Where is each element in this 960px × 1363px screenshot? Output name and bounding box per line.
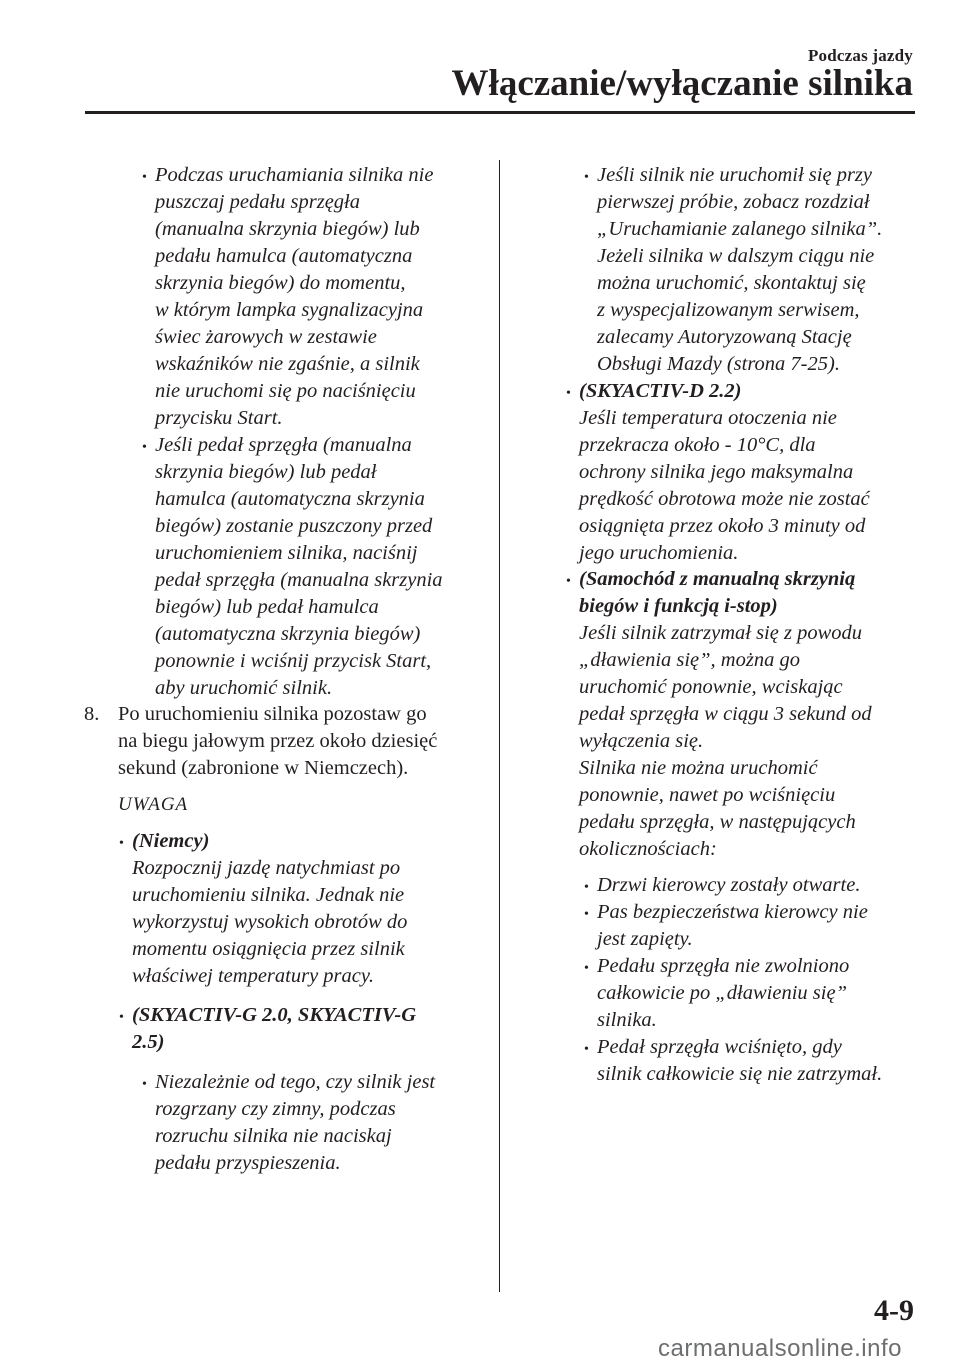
bullet-icon: • (142, 1077, 147, 1092)
text-line: uruchomić ponownie, wciskając (579, 676, 843, 698)
text-line: Rozpocznij jazdę natychmiast po (132, 857, 401, 879)
bullet-icon: • (584, 170, 589, 185)
text-line: aby uruchomić silnik. (155, 677, 333, 699)
text-line: (automatyczna skrzynia biegów) (155, 623, 421, 645)
bullet-icon: • (142, 170, 147, 185)
text-line: Po uruchomieniu silnika pozostaw go (118, 703, 427, 725)
text-line: Jeśli silnik nie uruchomił się przy (597, 164, 872, 186)
text-line: skrzynia biegów) lub pedał (155, 461, 377, 483)
text-line: biegów) lub pedał hamulca (155, 596, 379, 618)
text-line: pedału sprzęgła, w następujących (579, 811, 856, 833)
watermark-link[interactable]: carmanualsonline.info (658, 1335, 902, 1362)
bullet-icon: • (566, 574, 571, 589)
text-line: pedał sprzęgła (manualna skrzynia (155, 569, 443, 591)
text-line: Jeżeli silnika w dalszym ciągu nie (597, 245, 875, 267)
text-line: przekracza około - 10°C, dla (579, 434, 816, 456)
bullet-icon: • (142, 440, 147, 455)
text-line: Niezależnie od tego, czy silnik jest (155, 1071, 436, 1093)
text-line: momentu osiągnięcia przez silnik (132, 938, 405, 960)
text-line: uruchomieniem silnika, naciśnij (155, 542, 418, 564)
text-line: świec żarowych w zestawie (155, 326, 377, 348)
note-title: (SKYACTIV-G 2.0, SKYACTIV-G (132, 1004, 417, 1026)
text-line: silnika. (597, 1009, 657, 1031)
text-line: „Uruchamianie zalanego silnika”. (597, 218, 883, 240)
text-line: rozruchu silnika nie naciskaj (155, 1125, 392, 1147)
text-line: biegów) zostanie puszczony przed (155, 515, 433, 537)
text-line: Obsługi Mazdy (strona 7-25). (597, 353, 840, 375)
text-line: nie uruchomi się po naciśnięciu (155, 380, 416, 402)
text-line: ponownie, nawet po wciśnięciu (579, 784, 836, 806)
page-number: 4-9 (874, 1294, 914, 1327)
text-line: Drzwi kierowcy zostały otwarte. (597, 874, 861, 896)
note-germany (119, 828, 408, 990)
bullet-icon: • (566, 386, 571, 401)
step-8-number: 8. (84, 703, 100, 725)
note-title: 2.5) (132, 1031, 165, 1053)
text-line: pedału hamulca (automatyczna (155, 245, 413, 267)
note-title: (SKYACTIV-D 2.2) (579, 380, 742, 402)
bullet-icon: • (584, 880, 589, 895)
condition-clutch-pressed (584, 1034, 883, 1088)
bullet-icon: • (119, 836, 124, 851)
bullet-icon: • (119, 1010, 124, 1025)
bullet-clutch-release (142, 432, 443, 702)
text-line: Pedał sprzęgła wciśnięto, gdy (597, 1036, 842, 1058)
text-line: ponownie i wciśnij przycisk Start, (155, 650, 432, 672)
text-line: rozgrzany czy zimny, podczas (155, 1098, 396, 1120)
note-skyactiv-g (119, 1002, 417, 1056)
column-divider (499, 160, 500, 1292)
text-line: pedału przyspieszenia. (155, 1152, 341, 1174)
text-line: Jeśli temperatura otoczenia nie (579, 407, 837, 429)
text-line: skrzynia biegów) do momentu, (155, 272, 406, 294)
header-rule (85, 111, 915, 114)
text-line: całkowicie po „dławieniu się” (597, 982, 847, 1004)
text-line: uruchomieniu silnika. Jednak nie (132, 884, 405, 906)
text-line: wykorzystuj wysokich obrotów do (132, 911, 408, 933)
condition-seatbelt (584, 899, 868, 953)
text-line: (manualna skrzynia biegów) lub (155, 218, 420, 240)
condition-clutch-not-released (584, 953, 850, 1034)
bullet-glow-plug (142, 162, 434, 432)
text-line: Pedału sprzęgła nie zwolniono (597, 955, 850, 977)
condition-door (584, 872, 861, 899)
bullet-flooded-engine (584, 162, 883, 378)
text-line: hamulca (automatyczna skrzynia (155, 488, 425, 510)
section-header: Podczas jazdy (807, 46, 913, 65)
page-title: Włączanie/wyłączanie silnika (451, 63, 913, 104)
bullet-icon: • (584, 1042, 589, 1057)
text-line: Pas bezpieczeństwa kierowcy nie (597, 901, 868, 923)
text-line: osiągnięta przez około 3 minuty od (579, 515, 866, 537)
text-line: pierwszej próbie, zobacz rozdział (597, 191, 870, 213)
text-line: można uruchomić, skontaktuj się (597, 272, 866, 294)
text-line: w którym lampka sygnalizacyjna (155, 299, 424, 321)
text-line: Podczas uruchamiania silnika nie (155, 164, 434, 186)
note-label: UWAGA (118, 794, 189, 815)
text-line: wyłączenia się. (579, 730, 704, 752)
text-line: Jeśli pedał sprzęgła (manualna (155, 434, 412, 456)
text-line: wskaźników nie zgaśnie, a silnik (155, 353, 420, 375)
note-skyactiv-d (566, 378, 870, 567)
text-line: zalecamy Autoryzowaną Stację (597, 326, 852, 348)
step-8 (118, 701, 437, 782)
text-line: właściwej temperatury pracy. (132, 965, 374, 987)
text-line: „dławienia się”, można go (579, 649, 800, 671)
text-line: Silnika nie można uruchomić (579, 757, 818, 779)
text-line: sekund (zabronione w Niemczech). (118, 757, 409, 779)
text-line: Jeśli silnik zatrzymał się z powodu (579, 622, 863, 644)
text-line: jego uruchomienia. (579, 542, 739, 564)
text-line: jest zapięty. (597, 928, 693, 950)
text-line: puszczaj pedału sprzęgła (155, 191, 360, 213)
text-line: z wyspecjalizowanym serwisem, (597, 299, 860, 321)
text-line: pedał sprzęgła w ciągu 3 sekund od (579, 703, 872, 725)
text-line: ochrony silnika jego maksymalna (579, 461, 854, 483)
bullet-icon: • (584, 961, 589, 976)
note-title: (Niemcy) (132, 830, 210, 852)
note-title: biegów i funkcją i-stop) (579, 595, 778, 617)
text-line: silnik całkowicie się nie zatrzymał. (597, 1063, 883, 1085)
text-line: na biegu jałowym przez około dziesięć (118, 730, 438, 752)
text-line: prędkość obrotowa może nie zostać (579, 488, 870, 510)
bullet-accelerator (142, 1069, 436, 1177)
text-line: okolicznościach: (579, 838, 717, 860)
text-line: przycisku Start. (155, 407, 283, 429)
note-title: (Samochód z manualną skrzynią (579, 568, 856, 590)
bullet-icon: • (584, 907, 589, 922)
note-istop (566, 566, 872, 863)
